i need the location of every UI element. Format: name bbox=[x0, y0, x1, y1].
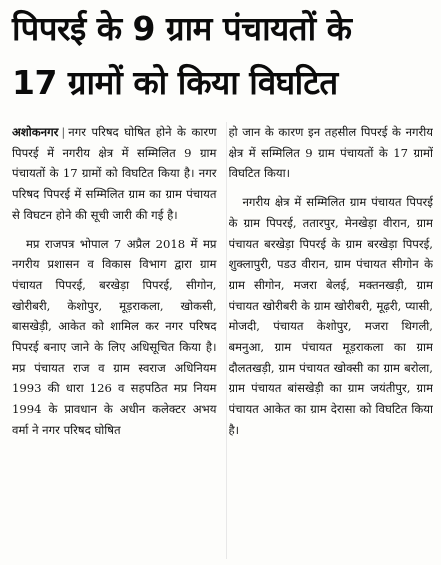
article-column-left bbox=[12, 122, 217, 561]
paragraph-4: नगरीय क्षेत्र में सम्मिलित ग्राम पंचायत पिपरई के ग्राम पिपरई, ततारपुर, मेनखेड़ा वीरान, ग्राम पंचायत बरखेड़ा पिपरई के ग्राम बरखेड़ा पिपरई, शुक्लापुरी, पडउ वीरान, ग्राम पंचायत सीगोन के ग्राम सीगोन, मजरा बेलई, मक्तनखड़ी, ग्राम पंचायत खोरीबरी के ग्राम खोरीबरी, मूढ़री, प्यासी, मोजदी, पंचायत केशोपुर, मजरा थिगली, बमनुआ, ग्राम पंचायत मूड़राकला का ग्राम दौलतखड़ी, ग्राम पंचायत खोक्सी का ग्राम बरोला, ग्राम पंचायत बांसखेड़ी का ग्राम जयंतीपुर, ग्राम पंचायत आकेत का ग्राम देरासा को विघटित किया है। bbox=[228, 195, 433, 437]
article-body bbox=[12, 122, 433, 561]
dateline: अशोकनगर bbox=[12, 125, 59, 139]
lead-paragraph bbox=[12, 122, 217, 226]
headline bbox=[0, 0, 441, 110]
dateline-separator: | bbox=[61, 125, 66, 139]
paragraph-3: हो जान के कारण इन तहसील पिपरई के नगरीय क्षेत्र में सम्मिलित 9 ग्राम पंचायतों के 17 ग्रामों विघटित किया। bbox=[228, 125, 433, 181]
headline-line-1: पिपरई के 9 ग्राम पंचायतों के bbox=[12, 9, 352, 48]
headline-line-2: 17 ग्रामों को किया विघटित bbox=[12, 63, 338, 102]
lead-text: नगर परिषद घोषित होने के कारण पिपरई में नगरीय क्षेत्र में सम्मिलित 9 ग्राम पंचायतों के 17 ग्रामों को विघटित किया है। नगर परिषद पिपरई में सम्मिलित ग्राम का ग्राम पंचायत से विघटन होने की सूची जारी की गई है। bbox=[12, 125, 217, 222]
article-column-right bbox=[229, 122, 434, 561]
paragraph-2: मप्र राजपत्र भोपाल 7 अप्रैल 2018 में मप्र नगरीय प्रशासन व विकास विभाग द्वारा ग्राम पंचायत पिपरई, बरखेड़ा पिपरई, सीगोन, खोरीबरी, केशोपुर, मूड़राकला, खोकसी, बासखेड़ी, आकेत को शामिल कर नगर परिषद पिपरई बनाए जाने के लिए अधिसूचित किया है। मप्र पंचायत राज व ग्राम स्वराज अधिनियम 1993 की धारा 126 व सहपठित मप्र नियम 1994 के प्रावधान के अधीन कलेक्टर अभय वर्मा ने नगर परिषद घोषित bbox=[12, 236, 217, 437]
